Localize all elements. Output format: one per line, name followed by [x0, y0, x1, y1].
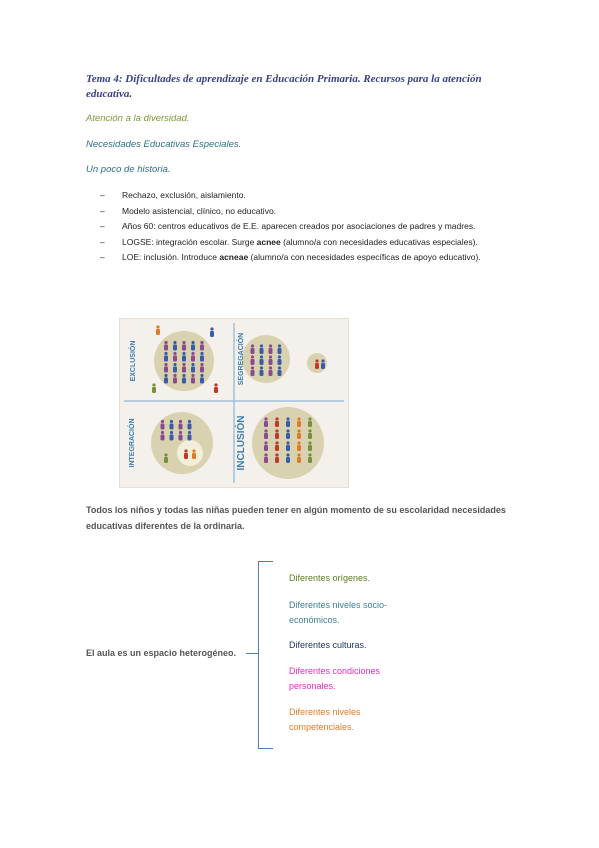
person-icon — [191, 356, 195, 362]
person-icon — [184, 453, 188, 459]
person-icon — [308, 417, 311, 420]
person-icon — [308, 433, 312, 439]
person-icon — [161, 424, 165, 430]
person-icon — [269, 370, 273, 376]
quadrant-segregacion — [236, 333, 327, 386]
person-icon — [275, 457, 279, 463]
person-icon — [278, 348, 282, 354]
person-icon — [297, 421, 301, 427]
person-icon — [164, 341, 167, 344]
page-title: Tema 4: Dificultades de aprendizaje en Educación Primaria. Recursos para la atención educativa. — [86, 73, 482, 100]
history-text: (alumno/a con necesidades educativas especiales). — [280, 236, 478, 247]
list-item — [100, 204, 510, 220]
history-term: acneae — [219, 252, 249, 262]
list-item — [100, 188, 510, 204]
person-icon — [182, 367, 186, 373]
list-item — [100, 235, 510, 251]
person-icon — [182, 374, 185, 377]
heading-atencion: Atención a la diversidad. — [86, 113, 190, 124]
person-icon — [269, 344, 272, 347]
person-icon — [251, 344, 254, 347]
list-item — [100, 219, 510, 235]
person-icon — [173, 363, 176, 366]
person-icon — [164, 374, 167, 377]
person-icon — [179, 420, 182, 423]
person-icon — [286, 453, 289, 456]
dash-icon: – — [100, 221, 105, 231]
person-icon — [188, 424, 192, 430]
history-text: (alumno/a con necesidades específicas de apoyo educativo). — [248, 252, 481, 262]
bracket-tip — [246, 653, 258, 654]
person-icon — [191, 363, 194, 366]
person-icon — [315, 363, 319, 369]
person-icon — [286, 441, 289, 444]
history-text: LOE: inclusión. Introduce — [122, 252, 220, 262]
person-icon — [264, 433, 268, 439]
person-icon — [264, 445, 268, 451]
person-icon — [275, 421, 279, 427]
diversity-competenciales: Diferentes niveles competenciales. — [289, 707, 361, 732]
person-icon — [315, 359, 318, 362]
inclusion-figure — [119, 318, 349, 488]
person-icon — [191, 378, 195, 384]
person-icon — [200, 345, 204, 351]
person-icon — [182, 356, 186, 362]
list-item — [100, 250, 510, 266]
label-inclusion: INCLUSIÓN — [236, 415, 247, 471]
person-icon — [173, 345, 177, 351]
dash-icon: – — [100, 236, 105, 247]
label-integracion: INTEGRACIÓN — [129, 418, 136, 468]
person-icon — [275, 445, 279, 451]
person-icon — [251, 348, 255, 354]
person-icon — [214, 383, 217, 386]
person-icon — [191, 374, 194, 377]
person-icon — [191, 341, 194, 344]
person-icon — [321, 359, 324, 362]
person-icon — [173, 374, 176, 377]
person-icon — [164, 356, 168, 362]
heading-historia: Un poco de historia. — [86, 164, 171, 175]
person-icon — [297, 441, 300, 444]
person-icon — [264, 429, 267, 432]
person-icon — [269, 348, 273, 354]
person-icon — [184, 449, 187, 452]
person-icon — [188, 420, 191, 423]
person-icon — [182, 341, 185, 344]
person-icon — [161, 420, 164, 423]
person-icon — [200, 367, 204, 373]
bracket — [258, 561, 273, 749]
person-icon — [308, 453, 311, 456]
person-icon — [182, 352, 185, 355]
person-icon — [164, 378, 168, 384]
person-icon — [210, 327, 213, 330]
person-icon — [182, 378, 186, 384]
person-icon — [161, 435, 165, 441]
person-icon — [173, 352, 176, 355]
person-icon — [308, 429, 311, 432]
person-icon — [308, 441, 311, 444]
label-exclusion: EXCLUSIÓN — [130, 340, 137, 382]
person-icon — [286, 433, 290, 439]
person-icon — [297, 429, 300, 432]
person-icon — [251, 359, 255, 365]
person-icon — [286, 457, 290, 463]
dash-icon: – — [100, 190, 105, 200]
person-icon — [161, 431, 164, 434]
person-icon — [200, 374, 203, 377]
dash-icon: – — [100, 252, 105, 262]
person-icon — [260, 348, 264, 354]
person-icon — [191, 345, 195, 351]
paragraph: Todos los niños y todas las niñas pueden tener en algún momento de su escolaridad necesidades educativas diferentes de la ordinaria. — [86, 505, 506, 531]
person-icon — [200, 363, 203, 366]
person-icon — [164, 352, 167, 355]
person-icon — [278, 370, 282, 376]
diversity-socioeconomicos: Diferentes niveles socio-económicos. — [289, 600, 388, 625]
person-icon — [264, 441, 267, 444]
person-icon — [297, 433, 301, 439]
person-icon — [173, 356, 177, 362]
person-icon — [251, 366, 254, 369]
person-icon — [260, 359, 264, 365]
person-icon — [200, 378, 204, 384]
person-icon — [192, 453, 196, 459]
history-list — [100, 188, 510, 266]
person-icon — [264, 453, 267, 456]
person-icon — [191, 367, 195, 373]
person-icon — [264, 421, 268, 427]
inclusion-illustration — [120, 319, 348, 487]
person-icon — [297, 417, 300, 420]
person-icon — [278, 344, 281, 347]
person-icon — [264, 417, 267, 420]
person-icon — [251, 370, 255, 376]
person-icon — [164, 453, 167, 456]
person-icon — [170, 431, 173, 434]
person-icon — [286, 417, 289, 420]
person-icon — [179, 431, 182, 434]
person-icon — [200, 341, 203, 344]
person-icon — [179, 435, 183, 441]
history-text: Rechazo, exclusión, aislamiento. — [122, 190, 246, 200]
person-icon — [260, 370, 264, 376]
person-icon — [275, 429, 278, 432]
history-term: acnee — [256, 236, 281, 247]
person-icon — [275, 441, 278, 444]
diversity-culturas: Diferentes culturas. — [289, 640, 367, 650]
person-icon — [269, 359, 273, 365]
person-icon — [275, 453, 278, 456]
person-icon — [286, 445, 290, 451]
person-icon — [278, 366, 281, 369]
person-icon — [297, 445, 301, 451]
person-icon — [164, 345, 168, 351]
person-icon — [173, 341, 176, 344]
person-icon — [286, 421, 290, 427]
dash-icon: – — [100, 205, 105, 216]
person-icon — [260, 355, 263, 358]
person-icon — [260, 344, 263, 347]
person-icon — [173, 378, 177, 384]
person-icon — [264, 457, 268, 463]
person-icon — [164, 367, 168, 373]
person-icon — [269, 366, 272, 369]
person-icon — [210, 331, 214, 337]
person-icon — [182, 363, 185, 366]
person-icon — [278, 355, 281, 358]
person-icon — [156, 329, 160, 335]
diversity-condiciones: Diferentes condiciones personales. — [289, 666, 381, 691]
person-icon — [152, 383, 155, 386]
person-icon — [308, 457, 312, 463]
person-icon — [152, 387, 156, 393]
person-icon — [170, 435, 174, 441]
label-segregacion: SEGREGACIÓN — [238, 332, 245, 386]
person-icon — [321, 363, 325, 369]
person-icon — [164, 363, 167, 366]
person-icon — [308, 445, 312, 451]
diversity-origenes: Diferentes orígenes. — [289, 573, 371, 583]
person-icon — [214, 387, 218, 393]
person-icon — [297, 453, 300, 456]
person-icon — [170, 420, 173, 423]
person-icon — [170, 424, 174, 430]
person-icon — [278, 359, 282, 365]
person-icon — [164, 457, 168, 463]
person-icon — [156, 325, 159, 328]
person-icon — [200, 356, 204, 362]
person-icon — [188, 435, 192, 441]
person-icon — [297, 457, 301, 463]
person-icon — [179, 424, 183, 430]
history-text: Modelo asistencial, clínico, no educativo. — [122, 205, 277, 216]
person-icon — [251, 355, 254, 358]
history-text: LOGSE: integración escolar. Surge — [122, 236, 257, 247]
person-icon — [260, 366, 263, 369]
person-icon — [275, 417, 278, 420]
person-icon — [275, 433, 279, 439]
person-icon — [191, 352, 194, 355]
person-icon — [308, 421, 312, 427]
person-icon — [200, 352, 203, 355]
person-icon — [192, 449, 195, 452]
person-icon — [188, 431, 191, 434]
person-icon — [182, 345, 186, 351]
person-icon — [286, 429, 289, 432]
heading-nee: Necesidades Educativas Especiales. — [86, 139, 242, 150]
person-icon — [173, 367, 177, 373]
aula-label: El aula es un espacio heterogéneo. — [86, 648, 237, 658]
history-text: Años 60: centros educativos de E.E. aparecen creados por asociaciones de padres y madres. — [122, 221, 476, 231]
person-icon — [269, 355, 272, 358]
